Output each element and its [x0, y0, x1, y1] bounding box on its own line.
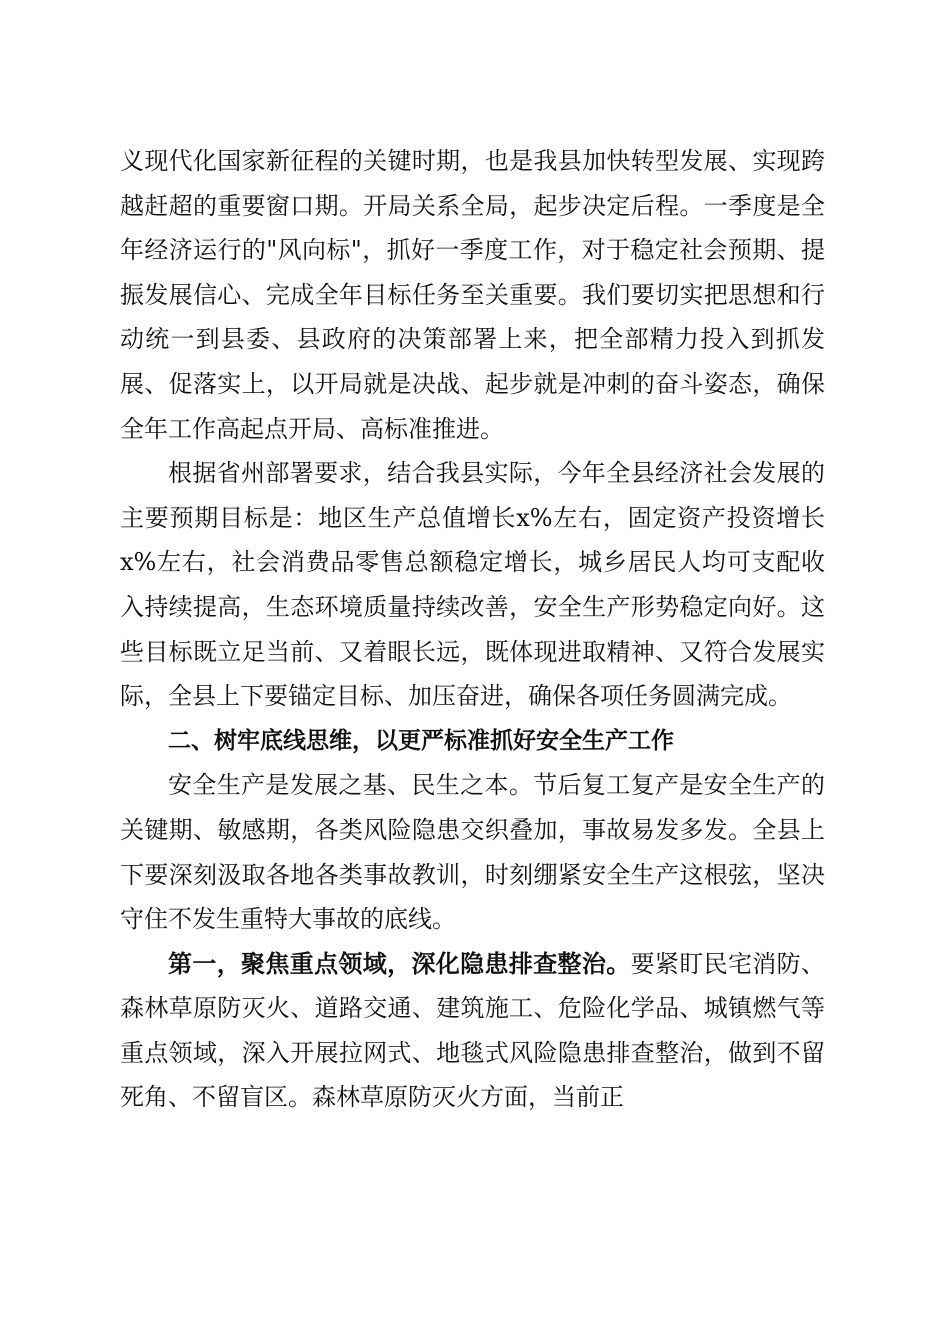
- section-heading: 二、树牢底线思维，以更严标准抓好安全生产工作: [168, 727, 674, 754]
- point-one-text: 要紧盯民宅消防、森林草原防灭火、道路交通、建筑施工、危险化学品、城镇燃气等重点领域，深入开展拉网式、地毯式风险隐患排查整治，做到不留死角、不留盲区。森林草原防灭火方面，当前正: [120, 949, 826, 1112]
- paragraph-safety-intro: 安全生产是发展之基、民生之本。节后复工复产是安全生产的关键期、敏感期，各类风险隐患交织叠加，事故易发多发。全县上下要深刻汲取各地各类事故教训，时刻绷紧安全生产这根弦，坚决守住不发生重特大事故的底线。: [120, 771, 825, 934]
- point-one-lead: 第一，聚焦重点领域，深化隐患排查整治。: [168, 948, 631, 978]
- paragraph-targets: 根据省州部署要求，结合我县实际，今年全县经济社会发展的主要预期目标是：地区生产总值增长x%左右，固定资产投资增长x%左右，社会消费品零售总额稳定增长，城乡居民人均可支配收入持续提高，生态环境质量持续改善，安全生产形势稳定向好。这些目标既立足当前、又着眼长远，既体现进取精神、又符合发展实际，全县上下要锚定目标、加压奋进，确保各项任务圆满完成。: [120, 459, 825, 711]
- document-body: [120, 139, 825, 1120]
- paragraph-continuation: 义现代化国家新征程的关键时期，也是我县加快转型发展、实现跨越赶超的重要窗口期。开局关系全局，起步决定后程。一季度是全年经济运行的"风向标"，抓好一季度工作，对于稳定社会预期、提振发展信心、完成全年目标任务至关重要。我们要切实把思想和行动统一到县委、县政府的决策部署上来，把全部精力投入到抓发展、促落实上，以开局就是决战、起步就是冲刺的奋斗姿态，确保全年工作高起点开局、高标准推进。: [120, 147, 825, 443]
- paragraph-point-one: [120, 942, 825, 1120]
